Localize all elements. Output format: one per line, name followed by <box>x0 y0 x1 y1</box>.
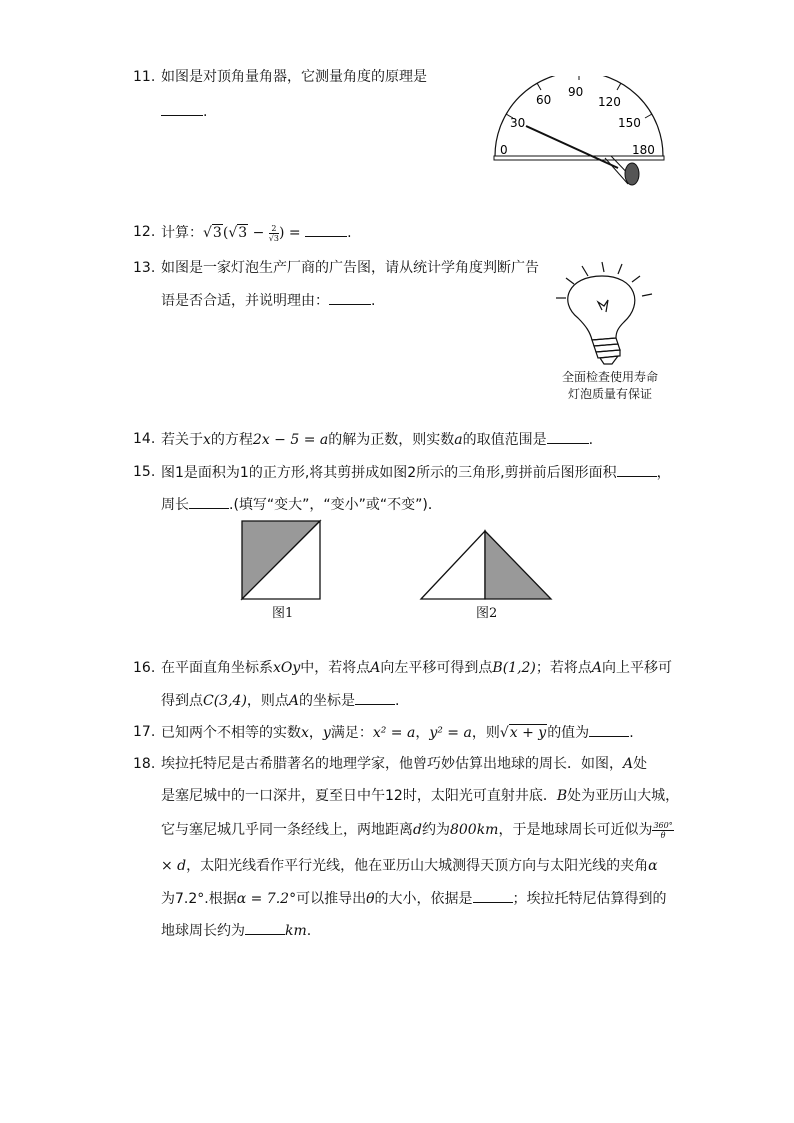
figure-2-triangle <box>419 529 553 601</box>
q15-line1: 图1是面积为1的正方形,将其剪拼成如图2所示的三角形,剪拼前后图形面积 ， <box>161 462 671 483</box>
q18-line1: 埃拉托特尼是古希腊著名的地理学家，他曾巧妙估算出地球的周长．如图，A处 <box>161 756 648 772</box>
q18-number: 18. <box>133 756 156 772</box>
protractor-label-180: 180 <box>632 143 655 157</box>
q16-line1: 在平面直角坐标系xOy中，若将点A向左平移可得到点B(1,2)；若将点A向上平移可 <box>161 660 673 676</box>
figure-1-square <box>240 519 322 601</box>
q12-number: 12. <box>133 224 156 240</box>
protractor-figure <box>490 76 670 191</box>
q18-line3: 它与塞尼城几乎同一条经线上，两地距离d约为800km，于是地球周长可近似为 $\frac{360^\circ}{\theta}$ <box>161 820 673 840</box>
protractor-label-90: 90 <box>568 85 584 99</box>
q12-blank[interactable] <box>305 222 347 237</box>
q18-fraction: $\frac{360^\circ}{\theta}$ <box>653 820 673 840</box>
q11-number: 11. <box>133 69 156 85</box>
q18-line5: 为7.2°.根据α = 7.2°可以推导出θ的大小，依据是 ；埃拉托特尼估算得到的 <box>161 888 667 909</box>
q15-line2: 周长 .(填写“变大”，“变小”或“不变”)． <box>161 494 442 515</box>
q17-blank[interactable] <box>589 722 629 737</box>
light-bulb-icon <box>548 258 668 368</box>
q18-blank-circumference[interactable] <box>245 920 285 935</box>
protractor-label-120: 120 <box>598 95 621 109</box>
q14-blank[interactable] <box>547 429 589 444</box>
q16-line2: 得到点C(3,4)，则点A的坐标是 . <box>161 690 399 711</box>
protractor-label-30: 30 <box>510 116 526 130</box>
q14-text: 若关于x的方程2x − 5 = a的解为正数，则实数a的取值范围是 . <box>161 429 593 450</box>
q17-text: 已知两个不相等的实数x，y满足：x² = a，y² = a，则√x + y的值为 . <box>161 722 634 743</box>
q11-answer-line: . <box>161 101 207 122</box>
q13-ad-caption-line1: 全面检查使用寿命 <box>561 370 658 384</box>
q18-line4: × d，太阳光线看作平行光线，他在亚历山大城测得天顶方向与太阳光线的夹角α <box>161 858 658 874</box>
q14-number: 14. <box>133 431 156 447</box>
q15-blank-perimeter[interactable] <box>189 494 229 509</box>
protractor-label-150: 150 <box>618 116 641 130</box>
q13-number: 13. <box>133 260 156 276</box>
figure-1-caption: 图1 <box>272 606 294 621</box>
protractor-label-60: 60 <box>536 93 552 107</box>
q16-blank[interactable] <box>355 690 395 705</box>
q12-fraction: $\frac{2}{√3}$ <box>268 223 279 243</box>
q18-blank-basis[interactable] <box>473 888 513 903</box>
q18-line6: 地球周长约为 km. <box>161 920 311 941</box>
q15-number: 15. <box>133 464 156 480</box>
q13-blank[interactable] <box>329 290 371 305</box>
q15-blank-area[interactable] <box>617 462 657 477</box>
figure-2-caption: 图2 <box>476 606 498 621</box>
q17-number: 17. <box>133 724 156 740</box>
q11-blank[interactable] <box>161 101 203 116</box>
q13-line2: 语是否合适，并说明理由： . <box>161 290 375 311</box>
protractor-label-0: 0 <box>500 143 508 157</box>
q13-ad-caption-line2: 灯泡质量有保证 <box>567 387 652 401</box>
q12-text: 计算：√3(√3 − $\frac{2}{√3}$ ) = . <box>161 223 352 243</box>
q18-line2: 是塞尼城中的一口深井，夏至日中午12时，太阳光可直射井底．B处为亚历山大城， <box>161 788 680 804</box>
q13-line1: 如图是一家灯泡生产厂商的广告图，请从统计学角度判断广告 <box>161 260 539 276</box>
q16-number: 16. <box>133 660 156 676</box>
q11-text: 如图是对顶角量角器，它测量角度的原理是 <box>161 69 427 85</box>
